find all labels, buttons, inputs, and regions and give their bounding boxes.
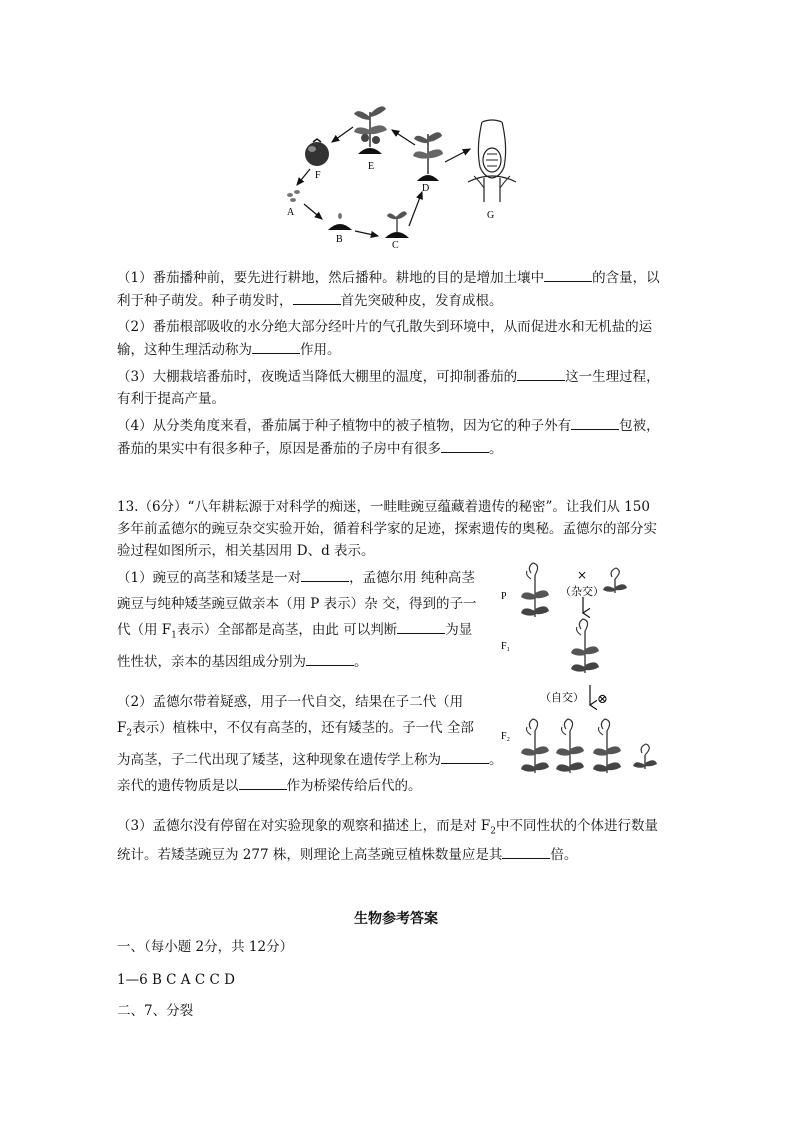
answer-blank[interactable]: [397, 618, 445, 634]
generation-F1-label: F₁: [501, 641, 511, 652]
answers-section-1: 一、（每小题 2分，共 12分）: [117, 939, 294, 955]
seeds-icon: [287, 190, 300, 202]
answer-blank[interactable]: [571, 414, 619, 430]
label-E: E: [368, 161, 375, 172]
self-symbol: ⊗: [597, 692, 608, 707]
q12-part3: （3）大棚栽培番茄时，夜晚适当降低大棚里的温度，可抑制番茄的 这一生理过程， 有利于提高产量。: [117, 365, 660, 410]
answers-section-2: 二、7、分裂: [117, 1003, 194, 1019]
answers-title: 生物参考答案: [354, 911, 438, 927]
self-label: （自交）: [540, 691, 584, 704]
germinating-seed-icon: [328, 213, 352, 230]
f1-tall-pea-plant-icon: [571, 619, 599, 673]
label-D: D: [422, 183, 430, 194]
f2-tall-pea-plant-icon: [593, 719, 621, 773]
q13-part3: （3）孟德尔没有停留在对实验现象的观察和描述上，而是对 $F_2$中不同性状的个体进行数量 统计。若矮茎豌豆为 277 株，则理论上高茎豌豆植株数量应是其 倍。: [117, 818, 658, 863]
generation-P-label: P: [501, 591, 507, 602]
answer-blank[interactable]: [502, 843, 550, 859]
short-pea-plant-icon: [603, 568, 627, 593]
tomato-life-cycle-diagram: [270, 92, 520, 252]
tomato-fruit-icon: [305, 139, 329, 166]
generation-F2-label: F₂: [501, 731, 511, 742]
mendel-pea-experiment-diagram: [495, 545, 675, 785]
answer-blank[interactable]: [301, 566, 349, 582]
flower-cross-section-icon: [468, 120, 516, 202]
answer-blank[interactable]: [306, 650, 354, 666]
q13-part2: （2）孟德尔带着疑惑，用子一代自交，结果在子二代（用 $F_2$表示）植株中，不仅有高茎的，还有矮茎的。子一代 全部 为高茎，子二代出现了矮茎，这种现象在遗传学上称为 。 亲代的遗传物质是以 作为桥梁传给后代的。: [117, 694, 503, 794]
q13-part1: （1）豌豆的高茎和矮茎是一对 ，孟德尔用 纯种高茎 豌豆与纯种矮茎豌豆做亲本（用 P 表示）杂 交，得到的子一 代（用 $F_1$表示）全部都是高茎，由此 可以判断 为显 性性状，亲本的基因组成分别为 。: [117, 565, 476, 675]
young-plant-icon: [413, 132, 443, 181]
seedling-icon: [385, 211, 409, 238]
f2-short-pea-plant-icon: [633, 744, 657, 769]
answer-blank[interactable]: [293, 289, 341, 305]
label-C: C: [392, 240, 399, 251]
answer-blank[interactable]: [441, 748, 489, 764]
flowering-plant-icon: [354, 106, 387, 154]
q12-part2: （2）番茄根部吸收的水分绝大部分经叶片的气孔散失到环境中，从而促进水和无机盐的运 输，这种生理活动称为 作用。: [117, 319, 653, 358]
cycle-arrows: [297, 127, 470, 236]
answers-line: 1—6 B C A C C D: [117, 972, 235, 988]
q12-part1: （1）番茄播种前，要先进行耕地，然后播种。耕地的目的是增加土壤中 的含量，以 利于种子萌发。种子萌发时， 首先突破种皮，发育成根。: [117, 266, 660, 312]
answer-blank[interactable]: [239, 774, 287, 790]
q13-intro: 13.（6分）“八年耕耘源于对科学的痴迷，一畦畦豌豆蕴藏着遗传的秘密”。让我们从 150 多年前孟德尔的豌豆杂交实验开始，循着科学家的足迹，探索遗传的奥秘。孟德尔的部分实 验过程如图所示，相关基因用 D、d 表示。: [117, 499, 657, 559]
label-G: G: [487, 210, 495, 221]
label-A: A: [287, 207, 295, 218]
answer-blank[interactable]: [544, 266, 592, 282]
label-F: F: [315, 170, 321, 181]
answer-blank[interactable]: [517, 365, 565, 381]
answer-blank[interactable]: [441, 437, 489, 453]
cross-label: （杂交）: [560, 585, 604, 598]
q12-part4: （4）从分类角度来看，番茄属于种子植物中的被子植物，因为它的种子外有 包被， 番茄的果实中有很多种子，原因是番茄的子房中有很多 。: [117, 414, 660, 460]
label-B: B: [336, 234, 343, 245]
f2-tall-pea-plant-icon: [556, 719, 584, 773]
f2-tall-pea-plant-icon: [521, 719, 549, 773]
tall-pea-plant-icon: [521, 563, 549, 617]
answer-blank[interactable]: [252, 338, 300, 354]
cross-symbol: ×: [577, 568, 588, 582]
